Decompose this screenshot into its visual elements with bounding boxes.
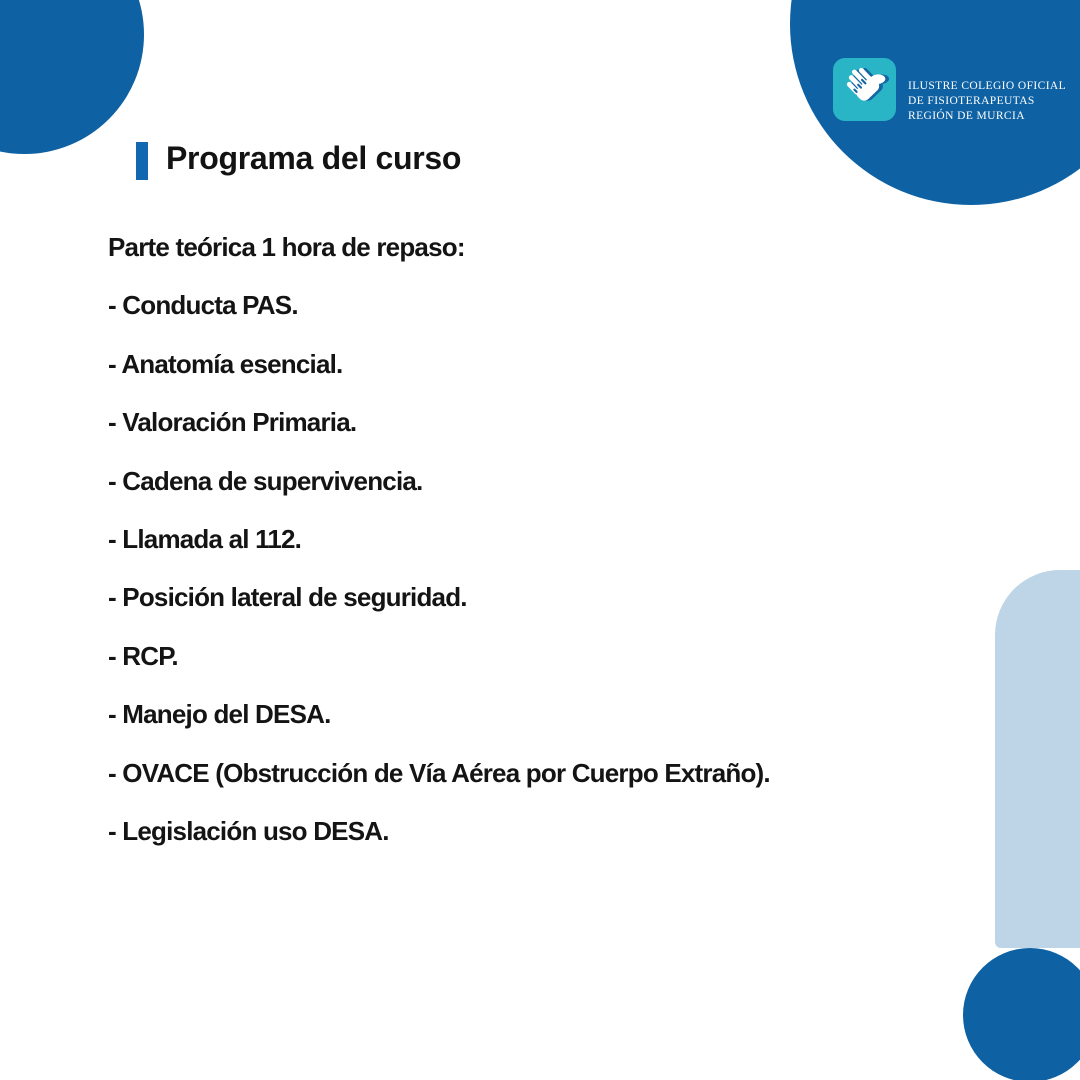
hand-icon [837,59,893,120]
logo-caption [908,79,1066,124]
title-accent-bar [136,142,148,180]
program-item: - Posición lateral de seguridad. [108,582,467,613]
program-item: - Anatomía esencial. [108,348,343,379]
corner-circle-bottom-right [963,948,1080,1080]
program-list [108,229,828,871]
logo-caption-line-3: REGIÓN DE MURCIA [908,110,1025,122]
program-item: - Legislación uso DESA. [108,815,389,846]
program-heading: Parte teórica 1 hora de repaso: [108,232,465,262]
program-item: - Conducta PAS. [108,290,298,321]
corner-circle-top-left [0,0,144,154]
program-item: - Llamada al 112. [108,523,302,554]
logo-caption-line-1: ILUSTRE COLEGIO OFICIAL [908,80,1067,92]
page-title: Programa del curso [166,140,462,176]
program-item: - RCP. [108,640,178,671]
program-item: - Cadena de supervivencia. [108,465,423,496]
logo [833,58,1073,128]
program-item: - OVACE (Obstrucción de Vía Aérea por Cuerpo Extraño). [108,757,770,788]
logo-caption-line-2: DE FISIOTERAPEUTAS [908,95,1035,107]
program-item: - Manejo del DESA. [108,699,331,730]
program-item: - Valoración Primaria. [108,407,357,438]
side-pill-shape [995,570,1080,948]
logo-badge [833,58,896,121]
